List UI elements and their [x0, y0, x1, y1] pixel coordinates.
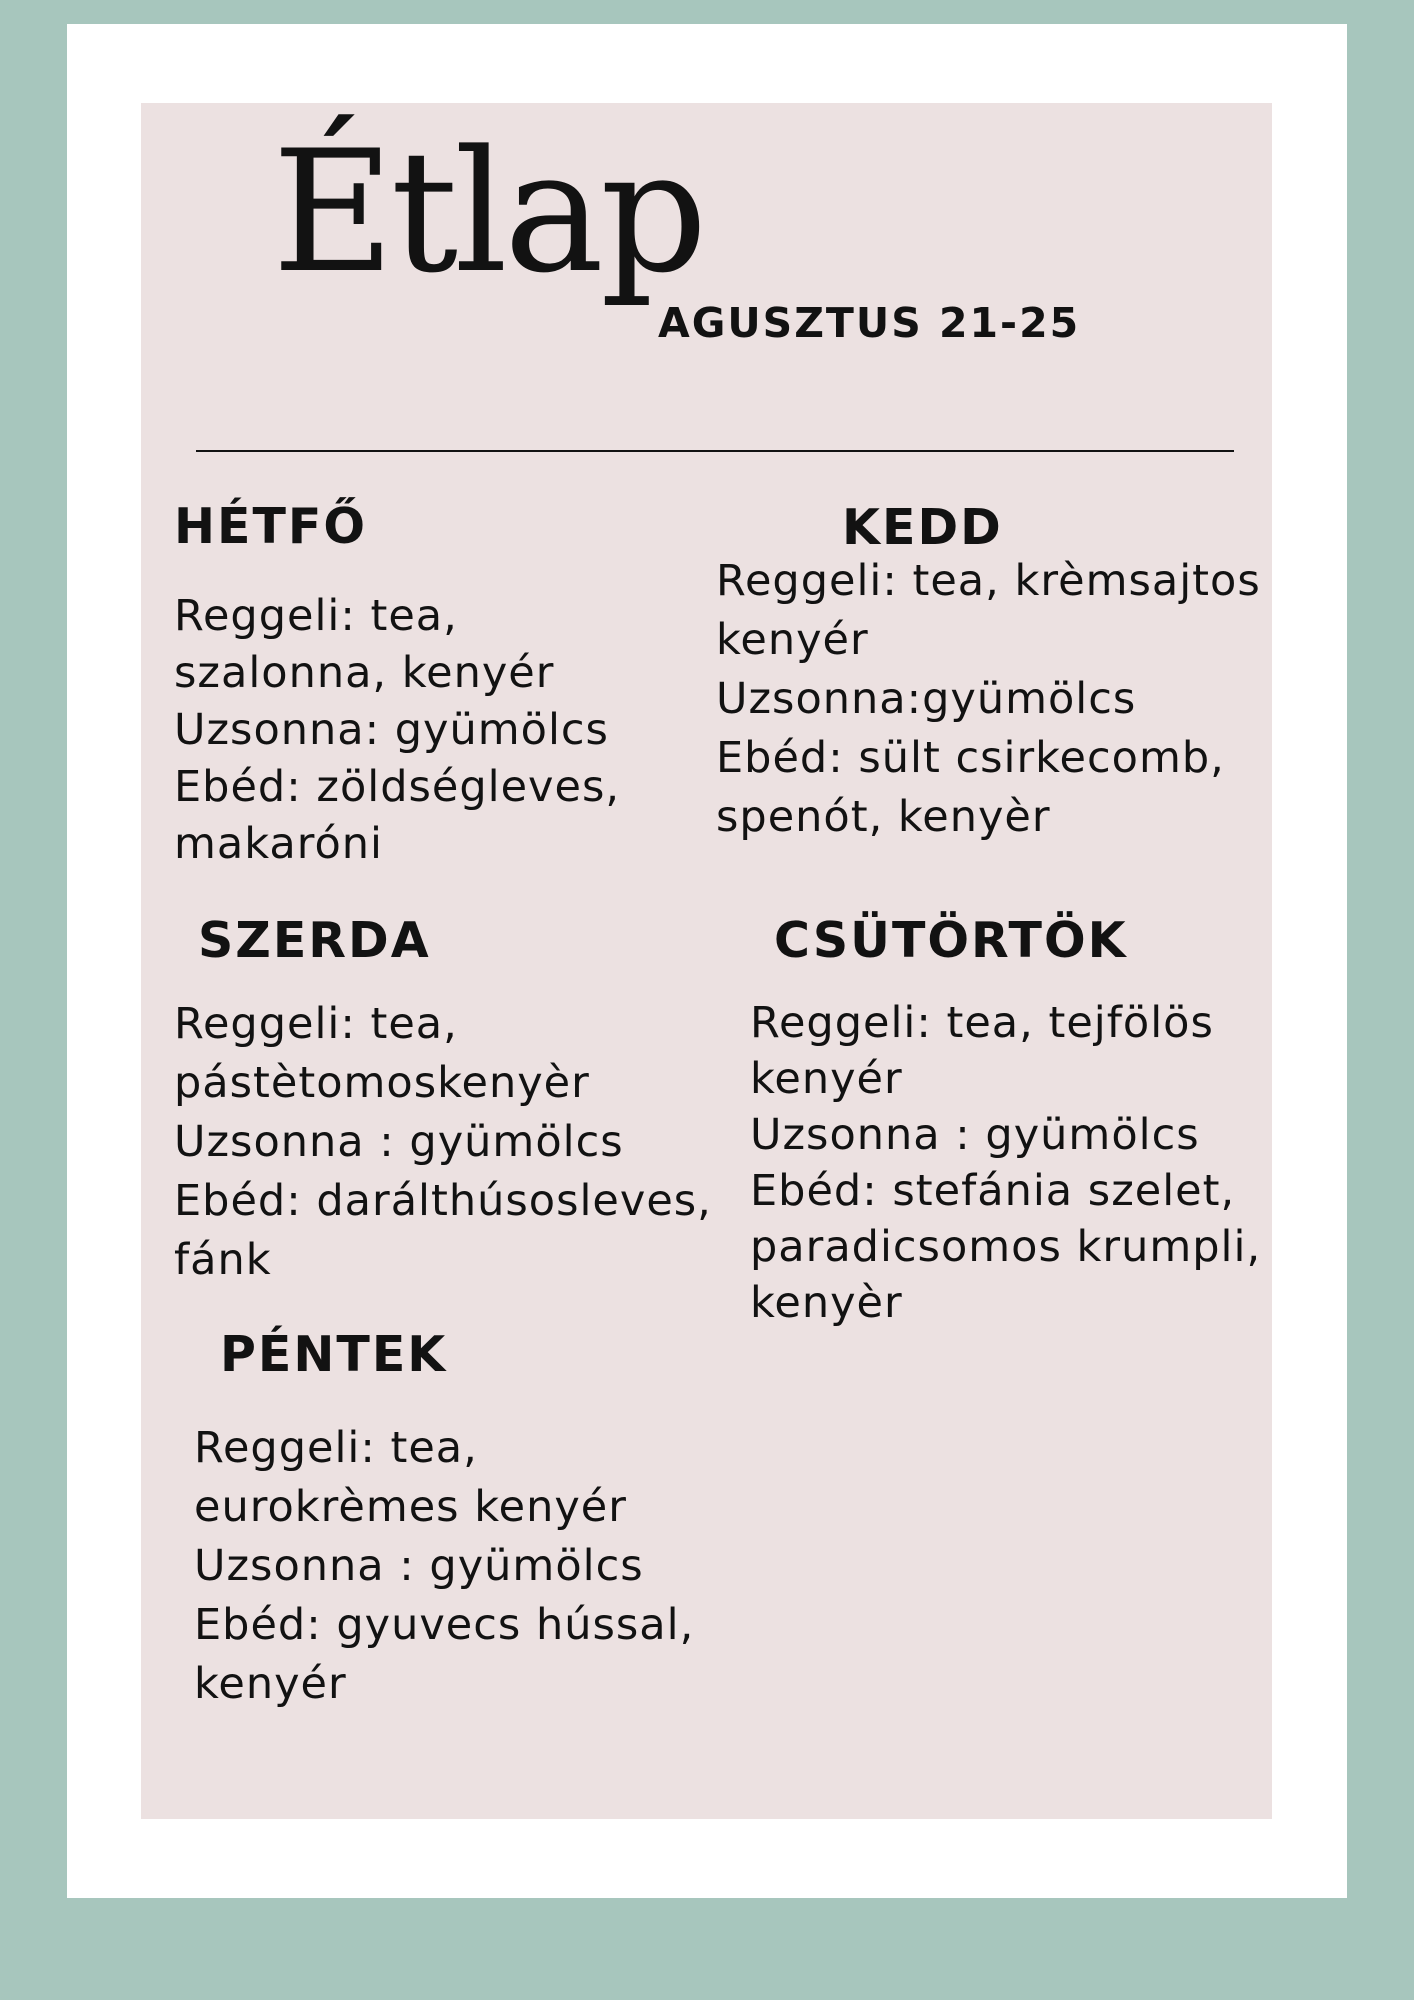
menu-friday: [194, 1419, 694, 1714]
menu-title: Étlap: [272, 114, 704, 310]
menu-line: Uzsonna:gyümölcs: [716, 674, 1137, 724]
menu-line: kenyér: [750, 1054, 903, 1104]
menu-line: Reggeli: tea,: [174, 591, 458, 641]
menu-line: Ebéd: gyuvecs hússal,: [194, 1600, 695, 1650]
menu-line: Ebéd: darálthúsosleves,: [174, 1176, 712, 1226]
menu-line: Uzsonna : gyümölcs: [174, 1117, 624, 1167]
menu-line: Uzsonna: gyümölcs: [174, 705, 609, 755]
day-heading-monday: HÉTFŐ: [174, 498, 368, 555]
menu-line: Reggeli: tea,: [174, 999, 458, 1049]
menu-line: Reggeli: tea, krèmsajtos: [716, 556, 1261, 606]
menu-line: kenyér: [194, 1659, 347, 1709]
menu-line: eurokrèmes kenyér: [194, 1482, 627, 1532]
menu-line: kenyèr: [750, 1278, 903, 1328]
menu-line: Reggeli: tea, tejfölös: [750, 998, 1214, 1048]
date-range: AGUSZTUS 21-25: [658, 299, 1081, 347]
menu-line: Ebéd: sült csirkecomb,: [716, 733, 1225, 783]
menu-line: fánk: [174, 1235, 272, 1285]
menu-line: spenót, kenyèr: [716, 792, 1051, 842]
menu-line: szalonna, kenyér: [174, 648, 555, 698]
menu-thursday: [750, 995, 1261, 1331]
menu-line: Reggeli: tea,: [194, 1423, 478, 1473]
menu-line: Ebéd: stefánia szelet,: [750, 1166, 1236, 1216]
menu-line: Ebéd: zöldségleves,: [174, 762, 621, 812]
menu-line: pástètomoskenyèr: [174, 1058, 590, 1108]
day-heading-wednesday: SZERDA: [198, 912, 431, 969]
menu-line: kenyér: [716, 615, 869, 665]
menu-line: Uzsonna : gyümölcs: [750, 1110, 1200, 1160]
day-heading-friday: PÉNTEK: [220, 1326, 448, 1383]
day-heading-thursday: CSÜTÖRTÖK: [774, 912, 1128, 969]
menu-wednesday: [174, 995, 712, 1290]
menu-tuesday: [716, 552, 1261, 847]
title-divider: [196, 450, 1234, 452]
menu-line: paradicsomos krumpli,: [750, 1222, 1262, 1272]
menu-line: Uzsonna : gyümölcs: [194, 1541, 644, 1591]
day-heading-tuesday: KEDD: [842, 499, 1003, 556]
menu-monday: [174, 588, 620, 873]
menu-line: makaróni: [174, 819, 383, 869]
